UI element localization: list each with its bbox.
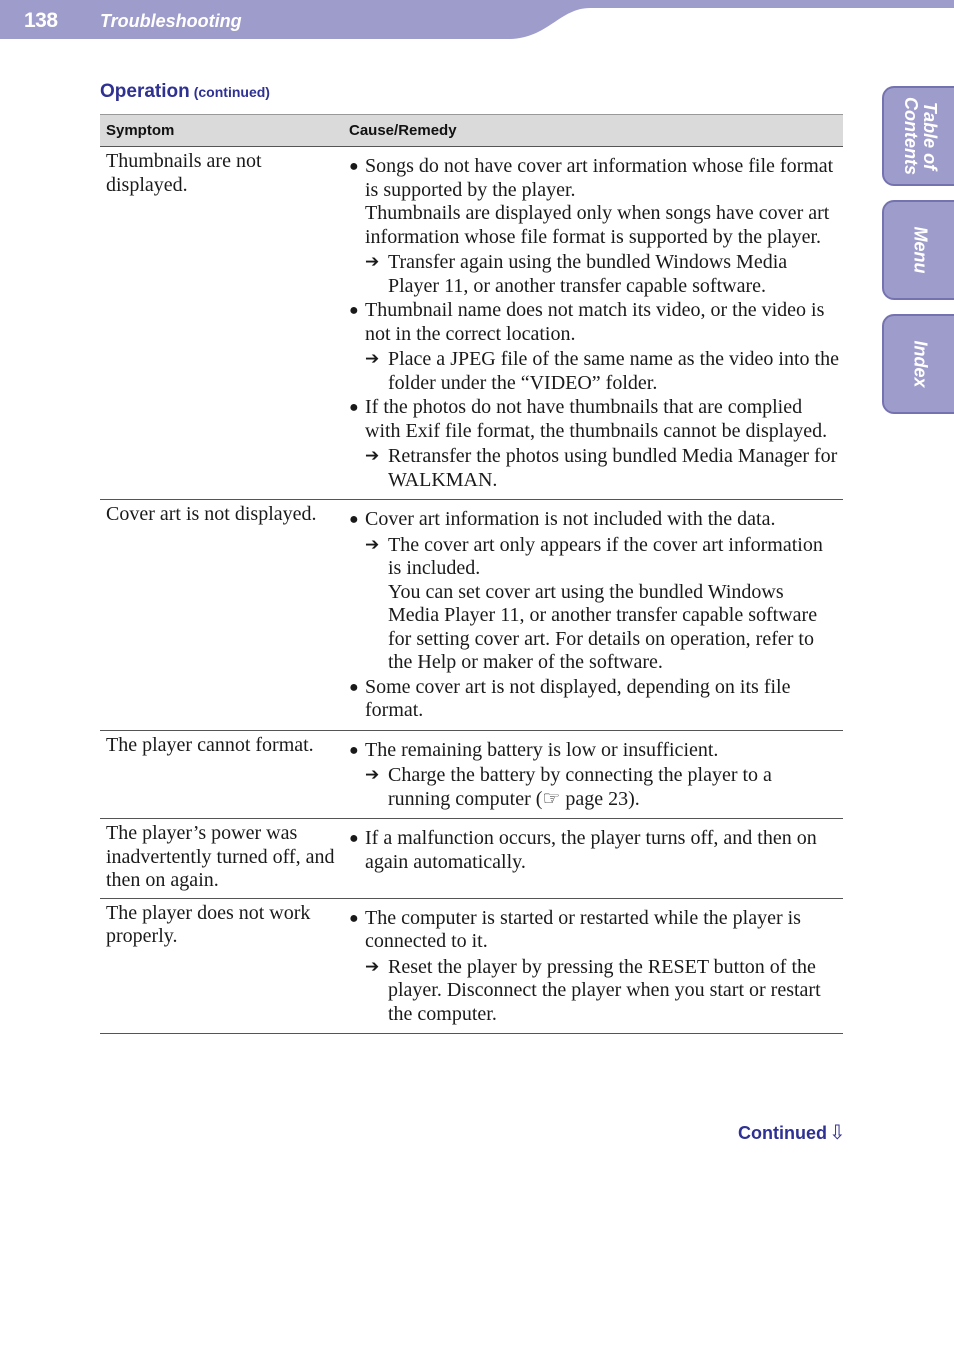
cause-remedy-cell [343, 898, 843, 1034]
table-row [100, 898, 843, 1034]
cause-text: The remaining battery is low or insufficient. [365, 738, 719, 761]
tab-table-of-contents[interactable] [882, 86, 954, 186]
section-title: Operation [100, 81, 190, 102]
arrow-right-icon: ➔ [365, 534, 380, 555]
tab-menu[interactable] [882, 200, 954, 300]
table-row [100, 819, 843, 899]
remedy-text: Place a JPEG file of the same name as the video into the folder under the “VIDEO” folder. [388, 348, 839, 394]
header-title: Troubleshooting [100, 11, 242, 31]
remedy-text: Retransfer the photos using bundled Media Manager for WALKMAN. [388, 445, 838, 491]
section-subtitle: (continued) [193, 84, 270, 100]
arrow-down-icon: ⇩ [828, 1122, 846, 1144]
section-heading [100, 81, 270, 103]
table-body [100, 147, 843, 1034]
cause-note: Thumbnails are displayed only when songs have cover art information whose file format is supported by the player. [365, 202, 830, 248]
column-header-cause-remedy: Cause/Remedy [343, 115, 843, 147]
symptom-cell: Thumbnails are not displayed. [100, 147, 343, 500]
bullet-icon: ● [349, 158, 359, 175]
cause-item [349, 299, 839, 395]
symptom-cell: The player does not work properly. [100, 898, 343, 1034]
column-header-symptom: Symptom [100, 115, 343, 147]
bullet-icon: ● [349, 678, 359, 696]
bullet-icon: ● [349, 909, 359, 927]
remedy-item [365, 251, 839, 298]
bullet-icon: ● [349, 741, 359, 759]
symptom-cell: Cover art is not displayed. [100, 500, 343, 731]
cause-remedy-cell [343, 730, 843, 819]
remedy-note: You can set cover art using the bundled Windows Media Player 11, or another transfer capable software for setting cover art. For details on operation, refer to the Help or maker of the software. [388, 580, 818, 673]
symptom-cell: The player cannot format. [100, 730, 343, 819]
header-band [0, 0, 954, 40]
arrow-right-icon: ➔ [365, 349, 380, 369]
cause-text: Some cover art is not displayed, depending on its file format. [365, 675, 791, 721]
remedy-text: Transfer again using the bundled Windows Media Player 11, or another transfer capable software. [388, 251, 788, 297]
arrow-right-icon: ➔ [365, 765, 380, 785]
bullet-icon: ● [349, 399, 359, 416]
remedy-item [365, 956, 839, 1027]
cause-item [349, 827, 839, 874]
cause-text: If a malfunction occurs, the player turns off, and then on again automatically. [365, 827, 817, 873]
page-number: 138 [24, 9, 58, 32]
arrow-right-icon: ➔ [365, 252, 380, 272]
remedy-text: Charge the battery by connecting the player to a running computer (☞ page 23). [388, 764, 772, 810]
remedy-item [365, 534, 839, 675]
remedy-item [365, 348, 839, 395]
cause-item [349, 676, 839, 723]
cause-item [349, 739, 839, 812]
cause-text: Thumbnail name does not match its video, or the video is not in the correct location. [365, 299, 825, 345]
continued-link[interactable] [738, 1120, 846, 1145]
cause-remedy-cell [343, 819, 843, 899]
table-row [100, 500, 843, 731]
table-header-row [100, 115, 843, 147]
remedy-text: The cover art only appears if the cover art information is included. [388, 533, 823, 579]
tab-menu-label: Menu [910, 226, 931, 274]
remedy-text: Reset the player by pressing the RESET button of the player. Disconnect the player when you start or restart the computer. [388, 955, 821, 1025]
cause-item [349, 508, 839, 675]
cause-text: Cover art information is not included with the data. [365, 508, 776, 530]
remedy-item [365, 445, 839, 492]
symptom-cell: The player’s power was inadvertently turned off, and then on again. [100, 819, 343, 899]
table-row [100, 730, 843, 819]
cause-item [349, 396, 839, 492]
troubleshooting-table [100, 114, 843, 1034]
cause-item [349, 155, 839, 298]
remedy-item [365, 764, 839, 811]
arrow-right-icon: ➔ [365, 446, 380, 466]
continued-label: Continued [738, 1123, 827, 1143]
cause-remedy-cell [343, 147, 843, 500]
tab-index[interactable] [882, 314, 954, 414]
tab-table-of-contents-label: Table of Contents [901, 97, 940, 175]
bullet-icon: ● [349, 511, 359, 528]
table-row [100, 147, 843, 500]
bullet-icon: ● [349, 830, 359, 847]
cause-text: If the photos do not have thumbnails that are complied with Exif file format, the thumbnails cannot be displayed. [365, 396, 828, 442]
bullet-icon: ● [349, 302, 359, 319]
tab-index-label: Index [910, 340, 931, 388]
cause-item [349, 907, 839, 1027]
cause-remedy-cell [343, 500, 843, 731]
cause-text: The computer is started or restarted while the player is connected to it. [365, 906, 801, 952]
arrow-right-icon: ➔ [365, 956, 380, 977]
cause-text: Songs do not have cover art information whose file format is supported by the player. [365, 155, 834, 201]
